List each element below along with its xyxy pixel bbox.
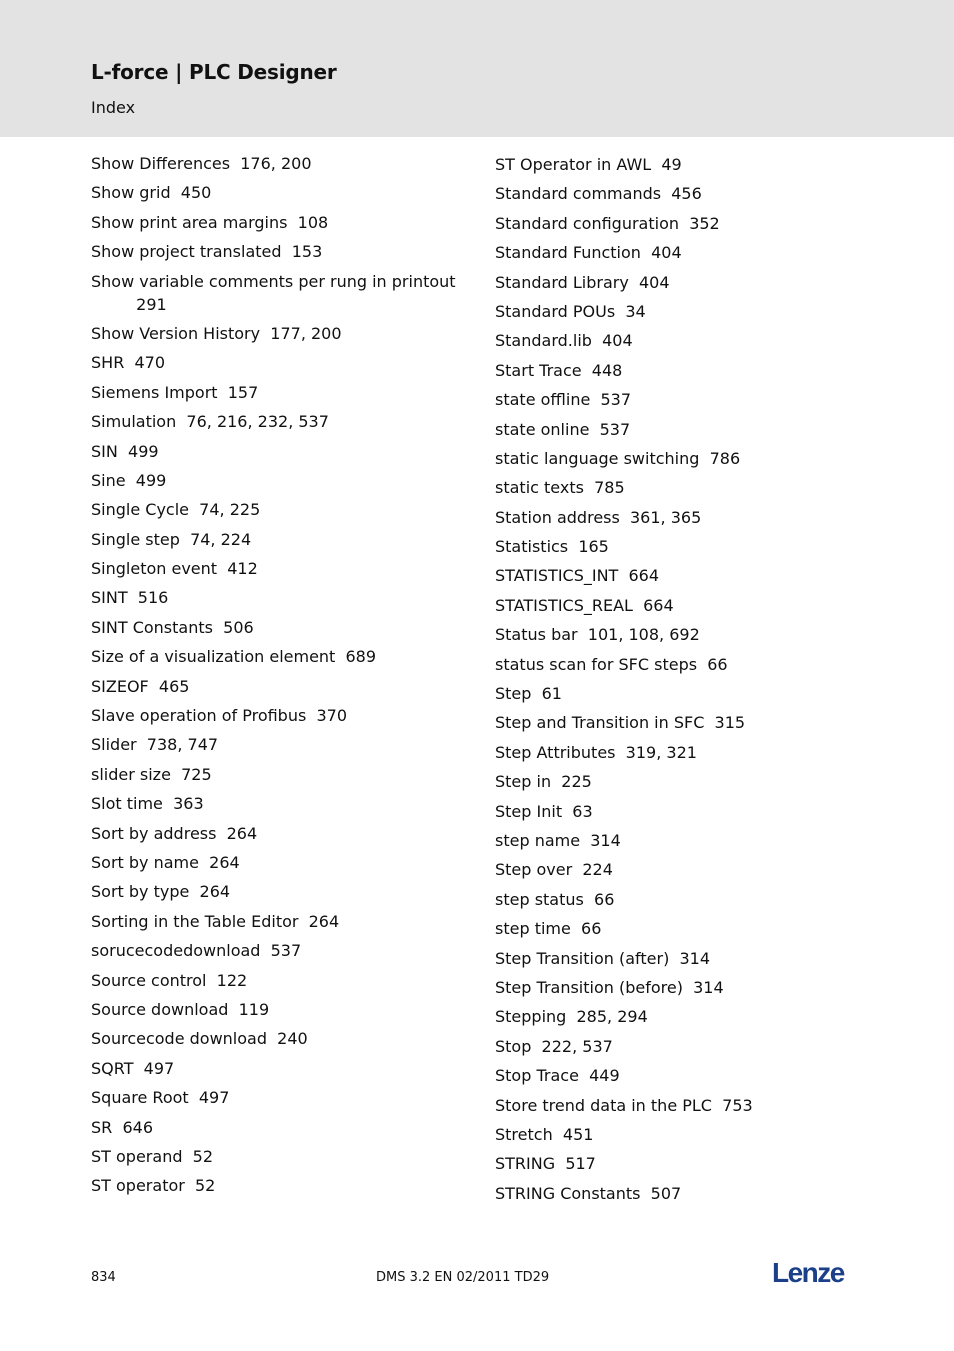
index-pages: 264: [226, 823, 258, 843]
index-pages: 224: [582, 860, 613, 880]
index-entry: [91, 410, 471, 433]
index-pages: 63: [572, 801, 593, 821]
index-term: Slave operation of Profibus: [91, 706, 307, 726]
index-entry: [91, 1057, 471, 1080]
index-entry: [495, 947, 875, 970]
index-entry: [495, 653, 875, 676]
index-pages: 314: [590, 830, 621, 850]
index-pages: 285, 294: [576, 1007, 648, 1027]
section-title: Index: [91, 98, 136, 117]
index-term: Size of a visualization element: [91, 647, 336, 667]
index-term: Source download: [91, 999, 229, 1019]
index-pages: 222, 537: [541, 1036, 613, 1056]
index-term: SIN: [91, 441, 118, 461]
index-term: Step Attributes: [495, 742, 616, 762]
index-pages: 352: [689, 213, 720, 233]
index-term: Sourcecode download: [91, 1029, 267, 1049]
index-entry: [495, 241, 875, 264]
index-entry: [495, 506, 875, 529]
index-term: Siemens Import: [91, 382, 218, 402]
index-pages: 108: [297, 212, 329, 232]
index-entry: [91, 939, 471, 962]
index-term: Step in: [495, 772, 552, 792]
index-pages: 664: [643, 595, 674, 615]
index-term: STRING Constants: [495, 1183, 641, 1203]
index-pages: 119: [238, 999, 270, 1019]
index-term: Show project translated: [91, 242, 282, 262]
index-term: slider size: [91, 764, 171, 784]
index-entry: [495, 329, 875, 352]
index-term: SR: [91, 1117, 113, 1137]
index-entry: [91, 322, 471, 345]
index-entry: [91, 880, 471, 903]
index-entry: [91, 440, 471, 463]
index-pages: 725: [181, 764, 212, 784]
index-term: Slider: [91, 735, 137, 755]
index-entry: [495, 359, 875, 382]
index-entry: [495, 594, 875, 617]
index-entry: [91, 822, 471, 845]
index-term: Sorting in the Table Editor: [91, 911, 299, 931]
page-number: 834: [91, 1270, 116, 1285]
index-entry: [495, 1152, 875, 1175]
index-pages: 497: [198, 1088, 230, 1108]
index-pages: 291: [136, 294, 167, 314]
index-entry: [495, 770, 875, 793]
index-term: STATISTICS_REAL: [495, 595, 633, 615]
index-term: Statistics: [495, 537, 569, 557]
index-entry: [91, 381, 471, 404]
index-term: Standard commands: [495, 184, 662, 204]
index-pages: 753: [722, 1095, 753, 1115]
index-entry: [495, 1094, 875, 1117]
index-pages: 74, 224: [190, 529, 252, 549]
index-term: Sort by name: [91, 852, 199, 872]
index-term: Single step: [91, 529, 180, 549]
index-term: state online: [495, 419, 590, 439]
index-entry: [91, 792, 471, 815]
index-pages: 786: [709, 448, 741, 468]
index-pages: 177, 200: [270, 323, 342, 343]
index-entry: [91, 528, 471, 551]
index-term: state offline: [495, 390, 591, 410]
index-pages: 66: [594, 889, 615, 909]
index-entry: [495, 858, 875, 881]
index-pages: 52: [195, 1176, 216, 1196]
index-term: Step: [495, 684, 532, 704]
index-entry: [91, 675, 471, 698]
index-term: Step Init: [495, 801, 563, 821]
index-term: Show Differences: [91, 154, 231, 173]
index-term: Stop Trace: [495, 1066, 579, 1086]
index-pages: 404: [651, 243, 682, 263]
index-term: Store trend data in the PLC: [495, 1095, 712, 1115]
index-term: STRING: [495, 1154, 556, 1174]
index-term: Simulation: [91, 412, 177, 432]
index-entry: [495, 800, 875, 823]
index-term: Singleton event: [91, 559, 218, 579]
index-pages: 689: [345, 647, 377, 667]
index-column-right: [495, 153, 875, 1211]
index-pages: 176, 200: [240, 154, 312, 173]
index-pages: 314: [679, 948, 711, 968]
index-pages: 537: [599, 419, 631, 439]
index-term: SIZEOF: [91, 676, 149, 696]
index-pages: 537: [270, 941, 302, 961]
index-term: static texts: [495, 478, 584, 498]
index-entry: [495, 1005, 875, 1028]
index-term: Source control: [91, 970, 207, 990]
index-term: sorucecodedownload: [91, 941, 261, 961]
index-entry: [495, 388, 875, 411]
index-term: Sine: [91, 470, 126, 490]
index-pages: 499: [135, 470, 167, 490]
index-entry: [91, 240, 471, 263]
index-term: Standard POUs: [495, 301, 616, 321]
index-pages: 470: [134, 353, 166, 373]
index-term: Step Transition (before): [495, 977, 683, 997]
index-term: Single Cycle: [91, 500, 189, 520]
index-term: Show grid: [91, 183, 171, 203]
index-pages: 785: [594, 478, 625, 498]
index-entry: [495, 1035, 875, 1058]
index-entry: [91, 733, 471, 756]
index-pages: 451: [562, 1124, 594, 1144]
index-entry: [91, 270, 471, 316]
index-term: Stop: [495, 1036, 532, 1056]
index-entry: [495, 682, 875, 705]
index-term: Step and Transition in SFC: [495, 713, 705, 733]
index-entry: [495, 476, 875, 499]
index-term: step time: [495, 919, 571, 939]
index-entry: [91, 1174, 471, 1197]
index-term: Step Transition (after): [495, 948, 670, 968]
index-entry: [495, 1182, 875, 1205]
index-pages: 61: [541, 684, 562, 704]
index-pages: 412: [227, 559, 258, 579]
index-term: Square Root: [91, 1088, 189, 1108]
index-pages: 52: [192, 1146, 214, 1166]
index-pages: 314: [693, 977, 724, 997]
index-term: static language switching: [495, 448, 700, 468]
index-term: Standard configuration: [495, 213, 680, 233]
index-pages: 516: [137, 588, 169, 608]
index-entry: [91, 351, 471, 374]
index-term: Show variable comments per rung in printout: [91, 271, 456, 291]
index-term: SINT: [91, 588, 128, 608]
index-pages: 499: [128, 441, 159, 461]
index-pages: 74, 225: [199, 500, 261, 520]
index-term: step name: [495, 830, 581, 850]
index-term: Step over: [495, 860, 573, 880]
index-entry: [91, 969, 471, 992]
document-title: L-force | PLC Designer: [91, 60, 337, 84]
index-entry: [91, 910, 471, 933]
index-entry: [495, 888, 875, 911]
index-term: Sort by type: [91, 882, 190, 902]
index-term: Standard Function: [495, 243, 641, 263]
index-entry: [495, 976, 875, 999]
index-pages: 465: [158, 676, 190, 696]
index-entry: [495, 623, 875, 646]
index-pages: 448: [591, 360, 623, 380]
index-entry: [495, 182, 875, 205]
index-entry: [495, 741, 875, 764]
index-pages: 404: [602, 331, 633, 351]
index-pages: 225: [561, 772, 592, 792]
index-entry: [91, 645, 471, 668]
index-pages: 404: [639, 272, 670, 292]
index-pages: 165: [578, 537, 609, 557]
index-entry: [495, 271, 875, 294]
index-term: SINT Constants: [91, 617, 213, 637]
index-entry: [91, 1086, 471, 1109]
index-pages: 664: [628, 566, 660, 586]
index-entry: [91, 469, 471, 492]
index-term: SHR: [91, 353, 125, 373]
document-id: DMS 3.2 EN 02/2011 TD29: [376, 1270, 550, 1285]
index-pages: 76, 216, 232, 537: [186, 412, 329, 432]
index-entry: [495, 447, 875, 470]
index-entry: [91, 498, 471, 521]
index-pages: 319, 321: [625, 742, 697, 762]
index-entry: [495, 711, 875, 734]
index-pages: 507: [650, 1183, 682, 1203]
index-term: Standard.lib: [495, 331, 592, 351]
index-pages: 264: [199, 882, 231, 902]
index-entry: [91, 1116, 471, 1139]
index-pages: 315: [714, 713, 746, 733]
index-pages: 101, 108, 692: [587, 625, 700, 645]
index-term: Show print area margins: [91, 212, 288, 232]
index-pages: 361, 365: [630, 507, 702, 527]
index-entry: [91, 211, 471, 234]
index-entry: [495, 917, 875, 940]
index-entry: [495, 535, 875, 558]
index-pages: 537: [600, 390, 632, 410]
index-pages: 456: [671, 184, 702, 204]
index-term: Station address: [495, 507, 620, 527]
index-term: status scan for SFC steps: [495, 654, 698, 674]
index-entry: [91, 152, 471, 175]
lenze-logo: [772, 1257, 850, 1287]
index-entry: [91, 616, 471, 639]
index-pages: 449: [589, 1066, 620, 1086]
index-pages: 646: [122, 1117, 153, 1137]
index-pages: 66: [707, 654, 728, 674]
index-pages: 497: [143, 1058, 175, 1078]
index-pages: 240: [277, 1029, 308, 1049]
index-pages: 34: [625, 301, 646, 321]
index-entry: [91, 586, 471, 609]
index-term: Slot time: [91, 794, 163, 814]
index-column-left: [91, 152, 471, 1204]
index-term: SQRT: [91, 1058, 134, 1078]
index-term: step status: [495, 889, 584, 909]
index-entry: [495, 300, 875, 323]
index-pages: 264: [209, 852, 240, 872]
index-pages: 450: [180, 183, 212, 203]
index-term: Sort by address: [91, 823, 217, 843]
index-term: ST operator: [91, 1176, 185, 1196]
index-term: ST operand: [91, 1146, 183, 1166]
index-pages: 49: [661, 155, 682, 174]
index-entry: [91, 851, 471, 874]
index-entry: [495, 564, 875, 587]
index-entry: [91, 704, 471, 727]
index-entry: [495, 153, 875, 176]
index-pages: 157: [227, 382, 259, 402]
index-term: Start Trace: [495, 360, 582, 380]
index-term: Status bar: [495, 625, 578, 645]
index-entry: [91, 763, 471, 786]
index-pages: 363: [173, 794, 204, 814]
index-entry: [495, 1064, 875, 1087]
svg-text:Lenze: Lenze: [772, 1257, 844, 1287]
index-pages: 738, 747: [146, 735, 219, 755]
index-entry: [91, 1027, 471, 1050]
index-pages: 153: [291, 242, 323, 262]
index-entry: [495, 418, 875, 441]
index-entry: [91, 1145, 471, 1168]
index-entry: [91, 557, 471, 580]
index-entry: [91, 181, 471, 204]
index-entry: [495, 829, 875, 852]
index-term: Show Version History: [91, 323, 261, 343]
index-term: Stretch: [495, 1124, 553, 1144]
index-term: STATISTICS_INT: [495, 566, 619, 586]
index-pages: 264: [308, 911, 340, 931]
index-pages: 506: [223, 617, 254, 637]
page-header: [0, 0, 954, 137]
index-term: Stepping: [495, 1007, 567, 1027]
index-pages: 66: [581, 919, 602, 939]
index-pages: 122: [216, 970, 248, 990]
index-entry: [495, 212, 875, 235]
index-pages: 517: [565, 1154, 596, 1174]
index-term: Standard Library: [495, 272, 629, 292]
index-pages: 370: [316, 706, 348, 726]
index-term: ST Operator in AWL: [495, 155, 652, 174]
index-entry: [91, 998, 471, 1021]
index-entry: [495, 1123, 875, 1146]
